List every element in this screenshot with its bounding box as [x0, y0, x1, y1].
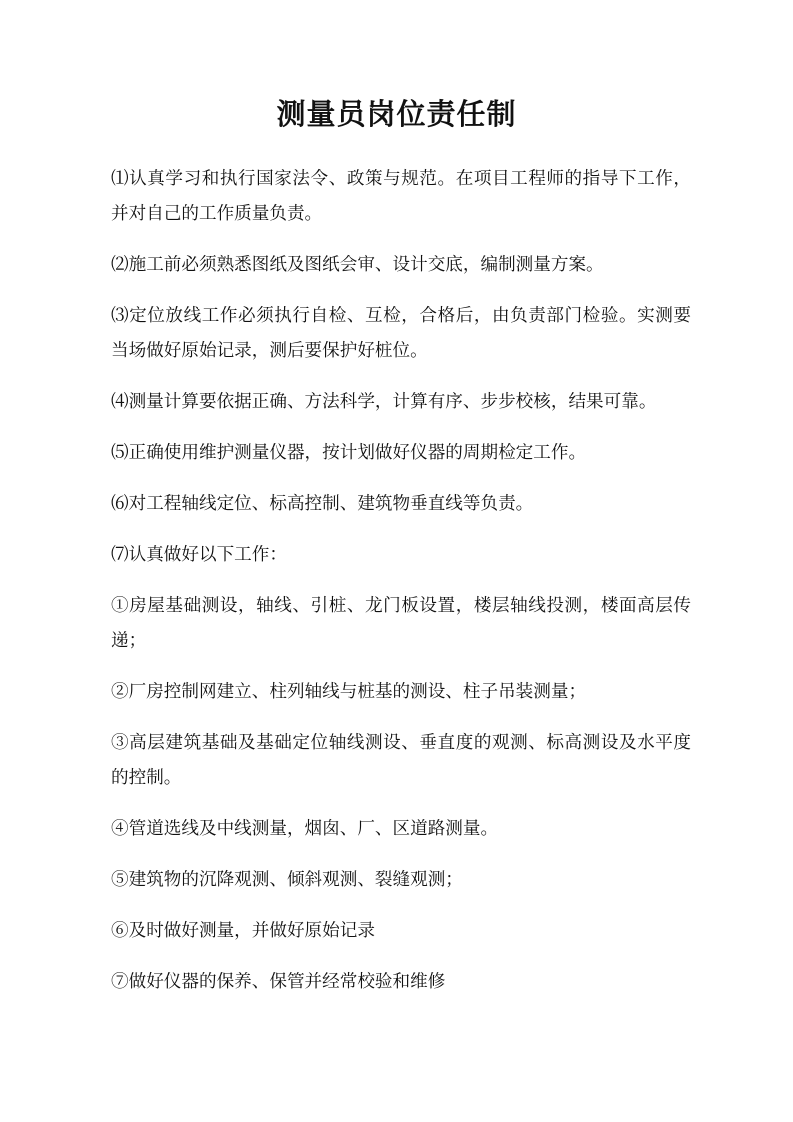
- sub-item-2: ②厂房控制网建立、柱列轴线与桩基的测设、柱子吊装测量；: [111, 682, 587, 702]
- paragraph-4: ⑷测量计算要依据正确、方法科学，计算有序、步步校核，结果可靠。: [111, 392, 657, 412]
- document-title: 测量员岗位责任制: [276, 97, 517, 131]
- sub-item-5: ⑤建筑物的沉降观测、倾斜观测、裂缝观测；: [111, 870, 463, 890]
- paragraph-6: ⑹对工程轴线定位、标高控制、建筑物垂直线等负责。: [111, 494, 534, 514]
- sub-item-3: ③高层建筑基础及基础定位轴线测设、垂直度的观测、标高测设及水平度的控制。: [111, 733, 691, 788]
- paragraph-1: ⑴认真学习和执行国家法令、政策与规范。在项目工程师的指导下工作，并对自己的工作质量负责。: [111, 169, 691, 224]
- paragraph-5: ⑸正确使用维护测量仪器，按计划做好仪器的周期检定工作。: [111, 443, 587, 463]
- sub-item-7: ⑦做好仪器的保养、保管并经常校验和维修: [111, 972, 446, 992]
- document-body: [111, 162, 691, 1016]
- paragraph-7: ⑺认真做好以下工作：: [111, 545, 287, 565]
- paragraph-3: ⑶定位放线工作必须执行自检、互检，合格后，由负责部门检验。实测要当场做好原始记录，测后要保护好桩位。: [111, 306, 691, 361]
- sub-item-1: ①房屋基础测设，轴线、引桩、龙门板设置，楼层轴线投测，楼面高层传递；: [111, 596, 691, 651]
- sub-item-4: ④管道选线及中线测量，烟囱、厂、区道路测量。: [111, 819, 499, 839]
- paragraph-2: ⑵施工前必须熟悉图纸及图纸会审、设计交底，编制测量方案。: [111, 255, 604, 275]
- sub-item-6: ⑥及时做好测量，并做好原始记录: [111, 921, 375, 941]
